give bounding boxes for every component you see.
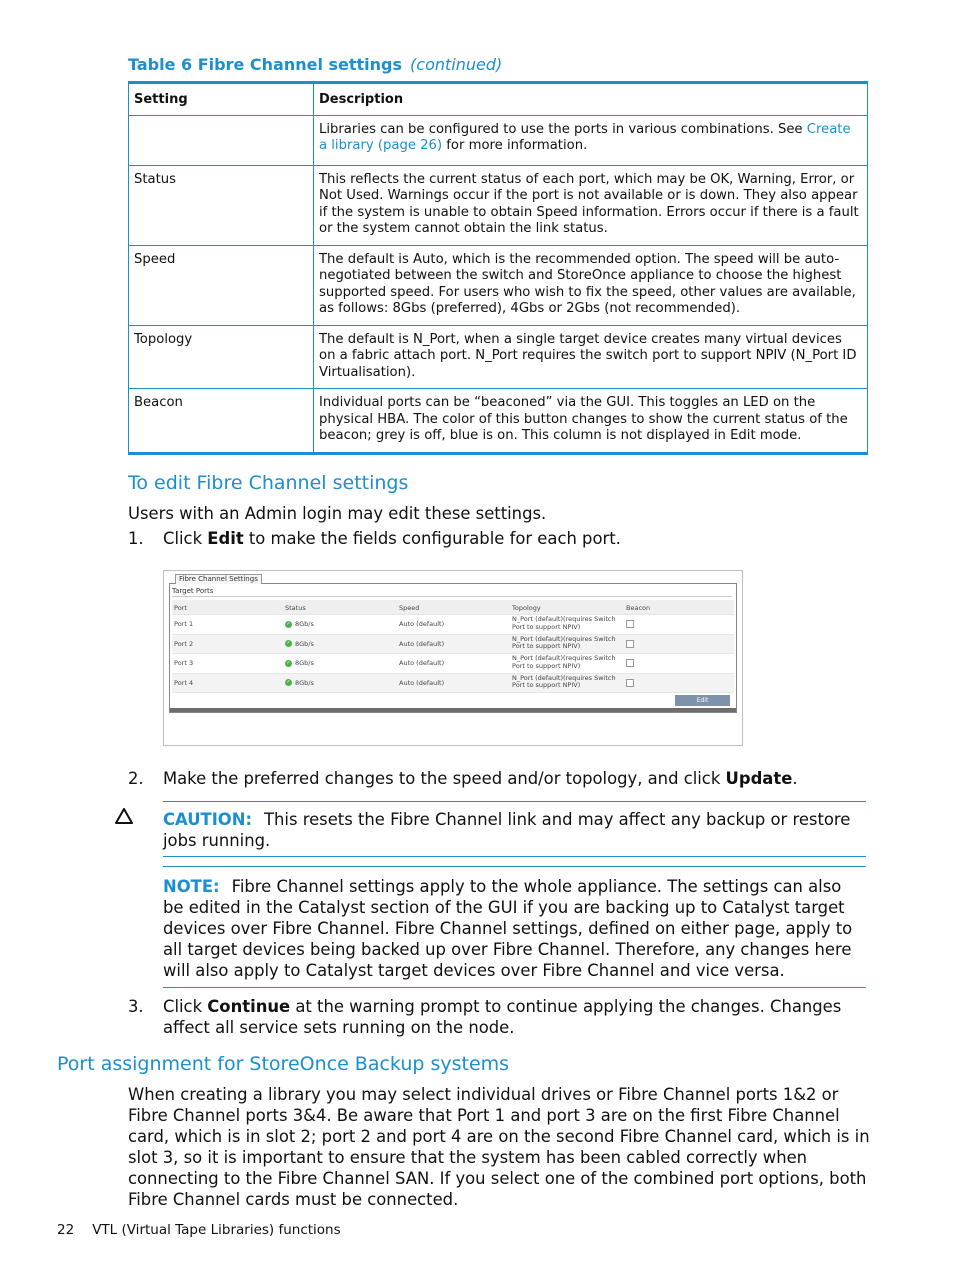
ok-check-icon: ✓ bbox=[286, 679, 291, 685]
table-row bbox=[129, 245, 868, 325]
checkbox-icon bbox=[626, 679, 634, 687]
checkbox-icon bbox=[626, 659, 634, 667]
description-cell: The default is Auto, which is the recommended option. The speed will be auto-negotiated between the switch and StoreOnce appliance to choose the highest supported speed. For users who wish to fix the speed, other values are available, as follows: 8Gbs (preferred), 4Gbs or 2Gbs (not recommended). bbox=[314, 245, 868, 325]
caution-icon bbox=[115, 808, 133, 828]
description-text: for more information. bbox=[442, 138, 588, 153]
ok-check-icon: ✓ bbox=[286, 620, 291, 627]
port-name: Port 2 bbox=[174, 639, 194, 648]
step-text: at the warning prompt to continue applying the changes. Changes affect all service sets running on the node. bbox=[163, 997, 842, 1037]
header-setting: Setting bbox=[129, 83, 314, 116]
note-box bbox=[163, 866, 866, 988]
fibre-channel-settings-screenshot bbox=[163, 570, 743, 746]
settings-panel bbox=[169, 575, 737, 713]
setting-cell bbox=[129, 115, 314, 165]
table-row bbox=[172, 635, 734, 655]
beacon-checkbox[interactable] bbox=[626, 620, 634, 630]
intro-paragraph: Users with an Admin login may edit these settings. bbox=[128, 504, 547, 523]
topology-select[interactable]: N_Port (default)(requires Switch Port to support NPIV) bbox=[512, 654, 616, 670]
step-1 bbox=[128, 528, 621, 549]
description-cell bbox=[314, 115, 868, 165]
ok-check-icon: ✓ bbox=[286, 640, 291, 646]
beacon-checkbox[interactable] bbox=[626, 679, 634, 689]
step-number: 2. bbox=[128, 769, 144, 788]
speed-select[interactable]: Auto (default) bbox=[399, 620, 445, 628]
port-assignment-paragraph: When creating a library you may select individual drives or Fibre Channel ports 1&2 or Fibre Channel ports 3&4. Be aware that Port 1 and port 3 are on the first Fibre Channel card, which is in slot 2; port 2 and port 4 are on the second Fibre Channel card, which is in slot 3, so it is important to ensure that the system has been cabled correctly when connecting to the Fibre Channel SAN. If you select one of the combined port options, both Fibre Channel cards must be connected. bbox=[128, 1085, 870, 1209]
table-header-row bbox=[129, 83, 868, 116]
fibre-channel-settings-table bbox=[128, 81, 868, 455]
speed-select[interactable]: Auto (default) bbox=[399, 639, 445, 648]
step-text: to make the fields configurable for each port. bbox=[243, 529, 621, 548]
topology-select[interactable]: N_Port (default)(requires Switch Port to support NPIV) bbox=[512, 673, 616, 689]
grid-header bbox=[172, 600, 734, 615]
table-row bbox=[172, 674, 734, 694]
topology-select[interactable]: N_Port (default)(requires Switch Port to support NPIV) bbox=[512, 634, 616, 650]
topology-select[interactable]: N_Port (default)(requires Switch Port to support NPIV) bbox=[512, 615, 616, 631]
description-text: Libraries can be configured to use the ports in various combinations. See bbox=[319, 121, 807, 137]
checkbox-icon bbox=[626, 620, 634, 628]
beacon-checkbox[interactable] bbox=[626, 640, 634, 650]
status-value: 8Gb/s bbox=[295, 639, 314, 648]
port-status bbox=[285, 620, 314, 628]
port-name: Port 3 bbox=[174, 659, 194, 667]
step-2 bbox=[128, 768, 798, 789]
table-row bbox=[129, 115, 868, 165]
step-number: 1. bbox=[128, 529, 144, 548]
header-description: Description bbox=[314, 83, 868, 116]
col-topology: Topology bbox=[512, 604, 541, 612]
caption-title: Table 6 Fibre Channel settings bbox=[128, 55, 403, 74]
port-status bbox=[285, 659, 314, 667]
port-name: Port 4 bbox=[174, 678, 194, 687]
caution-box bbox=[163, 801, 866, 857]
create-library-link[interactable]: Create a library (page 26) bbox=[319, 121, 851, 153]
description-cell: This reflects the current status of each port, which may be OK, Warning, Error, or Not Used. Warnings occur if the port is not available or is down. They also appear if the system is unable to obtain Speed information. Errors occur if there is a fault or the system cannot obtain the link status. bbox=[314, 165, 868, 245]
step-content bbox=[163, 996, 868, 1038]
setting-cell: Beacon bbox=[129, 389, 314, 454]
table-row bbox=[129, 165, 868, 245]
speed-select[interactable]: Auto (default) bbox=[399, 659, 445, 667]
step-number: 3. bbox=[128, 997, 144, 1016]
port-status bbox=[285, 640, 314, 648]
step-bold: Edit bbox=[207, 529, 244, 548]
table-row bbox=[172, 615, 734, 635]
status-value: 8Gb/s bbox=[295, 620, 314, 628]
step-3 bbox=[128, 996, 868, 1038]
col-speed: Speed bbox=[399, 604, 420, 612]
checkbox-icon bbox=[626, 640, 634, 648]
caution-text: This resets the Fibre Channel link and may affect any backup or restore jobs running. bbox=[163, 810, 851, 850]
status-value: 8Gb/s bbox=[295, 659, 314, 667]
step-text: . bbox=[792, 769, 798, 788]
step-bold: Update bbox=[725, 769, 793, 788]
status-value: 8Gb/s bbox=[295, 678, 314, 687]
page-number: 22 bbox=[57, 1222, 75, 1238]
caution-label: CAUTION: bbox=[163, 810, 253, 829]
col-status: Status bbox=[285, 604, 306, 612]
section-heading-edit: To edit Fibre Channel settings bbox=[128, 472, 409, 494]
step-text: Click bbox=[163, 529, 208, 548]
setting-cell: Speed bbox=[129, 245, 314, 325]
ok-check-icon: ✓ bbox=[286, 659, 291, 666]
beacon-checkbox[interactable] bbox=[626, 659, 634, 669]
note-label: NOTE: bbox=[163, 877, 220, 896]
note-text: Fibre Channel settings apply to the whole appliance. The settings can also be edited in the Catalyst section of the GUI if you are backing up to Catalyst target devices over Fibre Channel. Fibre Channel settings, defined on either page, apply to all target devices being backed up over Fibre Channel. Therefore, any changes here will also apply to Catalyst target devices over Fibre Channel and vice versa. bbox=[163, 877, 853, 980]
target-ports-label: Target Ports bbox=[172, 587, 732, 597]
page-footer bbox=[57, 1222, 341, 1238]
col-port: Port bbox=[174, 604, 187, 612]
table-row bbox=[129, 325, 868, 389]
col-beacon: Beacon bbox=[626, 604, 651, 612]
setting-cell: Topology bbox=[129, 325, 314, 389]
port-status bbox=[285, 679, 314, 687]
panel-bottom-bar bbox=[170, 708, 736, 712]
description-cell: The default is N_Port, when a single target device creates many virtual devices on a fabric attach port. N_Port requires the switch port to support NPIV (N_Port ID Virtualisation). bbox=[314, 325, 868, 389]
step-text: Make the preferred changes to the speed and/or topology, and click bbox=[163, 769, 726, 788]
description-cell: Individual ports can be “beaconed” via the GUI. This toggles an LED on the physical HBA. The color of this button changes to show the current status of the beacon; grey is off, blue is on. This column is not displayed in Edit mode. bbox=[314, 389, 868, 454]
caption-continued: (continued) bbox=[410, 55, 503, 74]
table-caption bbox=[128, 55, 502, 74]
edit-button[interactable]: Edit bbox=[675, 695, 730, 706]
setting-cell: Status bbox=[129, 165, 314, 245]
section-heading-port-assignment: Port assignment for StoreOnce Backup systems bbox=[57, 1053, 510, 1075]
footer-title: VTL (Virtual Tape Libraries) functions bbox=[92, 1222, 341, 1238]
tab-fibre-channel-settings[interactable]: Fibre Channel Settings bbox=[175, 574, 262, 584]
speed-select[interactable]: Auto (default) bbox=[399, 678, 445, 687]
table-row bbox=[129, 389, 868, 454]
port-name: Port 1 bbox=[174, 620, 194, 628]
table-row bbox=[172, 654, 734, 674]
step-text: Click bbox=[163, 997, 208, 1016]
step-bold: Continue bbox=[207, 997, 291, 1016]
ports-grid bbox=[172, 600, 734, 693]
